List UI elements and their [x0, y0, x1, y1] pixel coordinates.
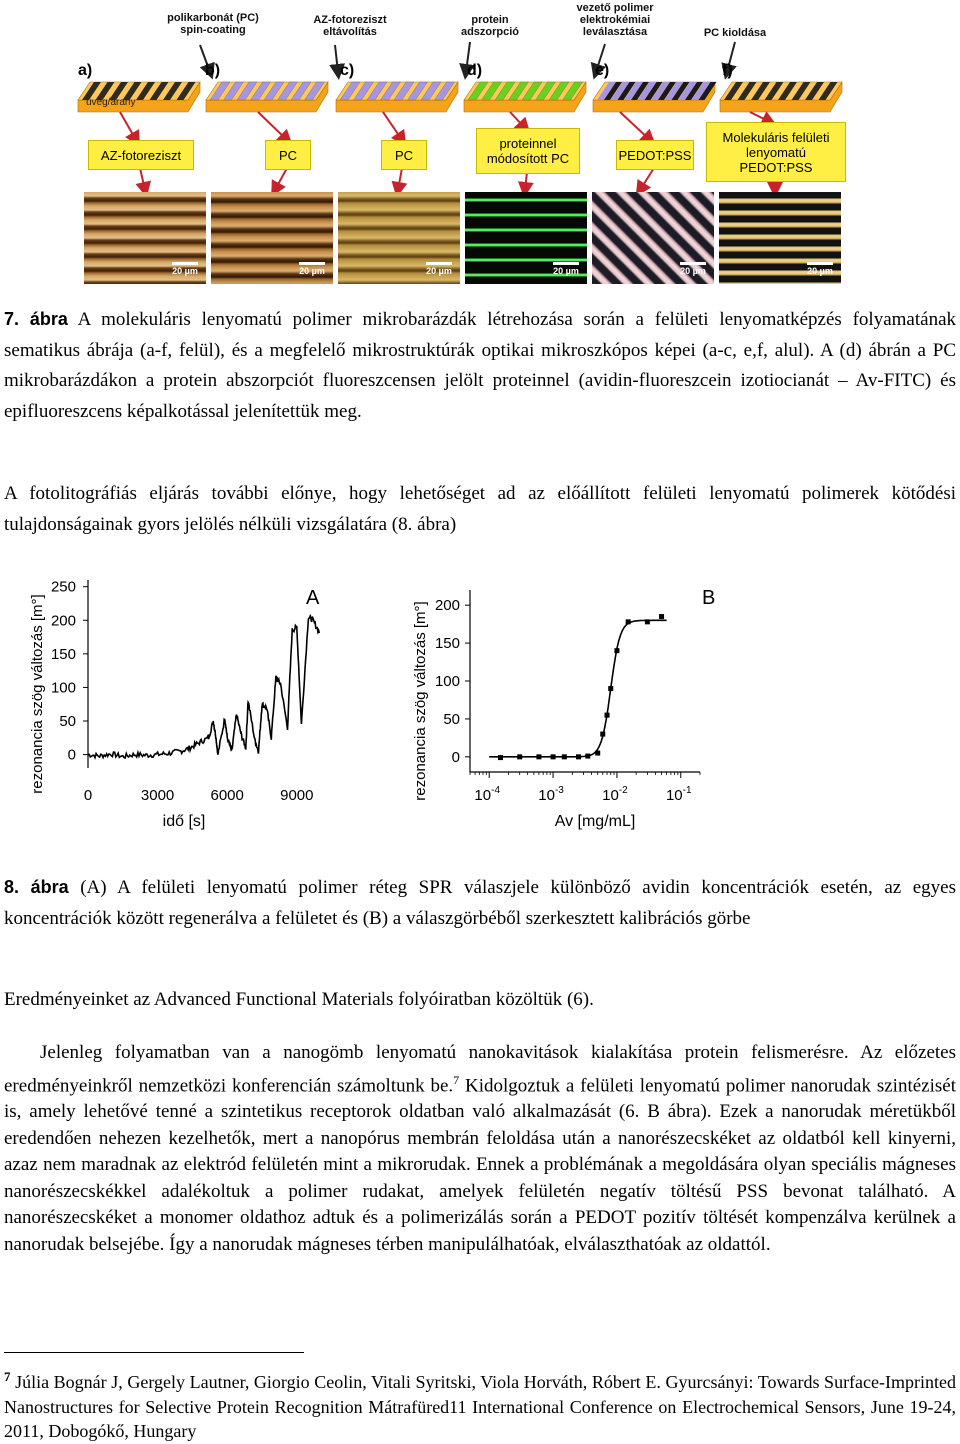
paragraph-1: A fotolitográfiás eljárás további előnye, hogy lehetőséget ad az előállított felületi lenyomatú polimerek kötődési tulajdonságainak gyors jelölés nélküli vizsgálatára (8. ábra) — [4, 483, 956, 535]
footnote-7 — [4, 1365, 956, 1444]
panel-letter-b: b) — [205, 62, 221, 79]
chart-b-data-point — [551, 754, 556, 759]
scale-label-c: 20 µm — [426, 266, 452, 276]
micrograph-d — [465, 192, 587, 284]
caption-7-label: ábra — [29, 309, 68, 329]
chart-b-xtick-label: $10^{-2}$ — [602, 785, 628, 804]
chart-b-data-point — [659, 614, 664, 619]
chart-a-ylabel: rezonancia szög változás [m°] — [29, 594, 46, 794]
panel-letter-f: f) — [722, 62, 733, 79]
micrograph-f — [719, 192, 841, 284]
chart-a-panel-label: A — [306, 587, 320, 609]
panel-letter-e: e) — [595, 62, 610, 79]
schematic-block-c — [336, 82, 458, 112]
chart-b-ytick-label: 100 — [434, 673, 460, 690]
process-arrow-2 — [335, 45, 338, 72]
red-arrow-6 — [750, 112, 770, 122]
chart-a-series-line — [88, 616, 319, 758]
substrate-label: üveg/arany — [86, 97, 136, 108]
scale-label-d: 20 µm — [553, 266, 579, 276]
chart-b-data-point — [576, 754, 581, 759]
red-arrow-7 — [140, 168, 145, 190]
chart-a-xtick-label: 0 — [83, 787, 93, 804]
figure-8-caption — [4, 872, 956, 934]
chart-a-ytick-label: 200 — [50, 612, 76, 630]
panel-letter-c: c) — [340, 62, 355, 79]
step-label-5: PC kioldása — [703, 27, 767, 39]
chart-b-data-point — [517, 754, 522, 759]
chart-a-xtick-label: 3000 — [140, 787, 175, 804]
chart-b-data-point — [605, 713, 610, 718]
paragraph-3-part2: Kidolgoztuk a felületi lenyomatú polimer nanorudak szintézisét is, amely lehetővé tenné a szintetikus receptorok oldatban való alkalmazását (6. B ábra). Ezek a nanorudak méretükből eredendően nehezen kezelhetők, mert a nanopórus membrán feloldása után a nanorészecskéket az oldatból kell kinyerni, azaz nem maradnak az elektród felületén mint a mikrorudak. Ennek a problémának a megoldására olyan speciális mágneses nanorészecskékkel adalékoltuk a polimer rudakat, amelyek felületén negatív töltésű PSS bevonat található. A nanorészecskéket a monomer oldathoz adtuk és a polimerizálás során a PEDOT pozitív töltését kompenzálva kerülnek a nanorudak belsejébe. Így a nanorudak mágneses térben manipulálhatóak, elválaszthatóak az oldattól. — [4, 1074, 956, 1255]
step-label-1: polikarbonát (PC) spin-coating — [167, 12, 259, 36]
box-pc-1: PC — [265, 140, 311, 170]
red-arrow-8 — [275, 168, 287, 190]
chart-b-data-point — [608, 686, 613, 691]
footnote-separator — [4, 1352, 304, 1353]
figure-7 — [0, 0, 960, 300]
chart-b-data-point — [595, 751, 600, 756]
chart-b-data-point — [614, 648, 619, 653]
red-arrow-2 — [258, 112, 287, 140]
schematic-block-b — [206, 82, 328, 112]
schematic-block-e — [593, 82, 717, 112]
red-arrow-5 — [620, 112, 650, 140]
paragraph-3 — [4, 1040, 956, 1258]
chart-b-data-point — [600, 732, 605, 737]
box-pedot-pss: PEDOT:PSS — [616, 140, 694, 170]
chart-b-data-point — [536, 754, 541, 759]
red-arrow-9 — [398, 168, 402, 190]
panel-letter-a: a) — [78, 62, 93, 79]
chart-b-data-point — [645, 619, 650, 624]
step-label-3: protein adszorpció — [460, 14, 520, 38]
chart-b-xlabel: Av [mg/mL] — [554, 813, 636, 830]
box-pc-2: PC — [381, 140, 427, 170]
figure-7-caption — [4, 304, 956, 427]
scale-label-e: 20 µm — [680, 266, 706, 276]
chart-a-ytick-label: 50 — [59, 713, 76, 730]
footnote-text: Júlia Bognár J, Gergely Lautner, Giorgio Ceolin, Vitali Syritski, Viola Horváth, Róbert E. Gyurcsányi: Towards Surface-Imprinted Nanostructures for Selective Protein Recognition Mátrafüred11 International Conference on Electrochemical Sensors, June 19-24, 2011, Dobogókő, Hungary — [4, 1372, 956, 1441]
chart-a-ytick-label: 100 — [50, 679, 76, 697]
chart-b-xtick-exponent: -3 — [554, 785, 564, 796]
scale-label-f: 20 µm — [807, 266, 833, 276]
red-arrow-1 — [120, 112, 136, 140]
chart-a-xtick-label: 9000 — [280, 787, 314, 804]
footnote-number: 7 — [4, 1369, 11, 1384]
chart-a-xlabel: idő [s] — [162, 813, 206, 830]
chart-b-data-point — [498, 755, 503, 760]
chart-b — [412, 587, 715, 830]
box-imprinted-pedot-pss: Molekuláris felületi lenyomatú PEDOT:PSS — [706, 122, 846, 182]
scale-label-b: 20 µm — [299, 266, 325, 276]
chart-b-data-point — [585, 754, 590, 759]
micrograph-a — [84, 192, 206, 284]
schematic-block-f — [720, 82, 842, 112]
step-label-2: AZ-fotoreziszt eltávolítás — [313, 14, 387, 38]
panel-letter-d: d) — [467, 62, 483, 79]
chart-b-xtick-exponent: -2 — [618, 785, 628, 796]
chart-b-ytick-label: 50 — [443, 710, 460, 728]
red-arrow-3 — [383, 112, 402, 140]
chart-a-ytick-label: 250 — [50, 578, 76, 596]
paragraph-3-part1: Jelenleg folyamatban van a nanogömb lenyomatú nanokavitások kialakítása protein felismerésre. Az előzetes eredményeinkről nemzetközi konferencián számoltunk be. — [4, 1042, 956, 1096]
paragraph-2: Eredményeinket az Advanced Functional Materials folyóiratban közöltük (6). — [4, 989, 594, 1010]
chart-b-xtick-label: $10^{-4}$ — [474, 785, 501, 804]
figure-8 — [0, 560, 960, 840]
chart-b-fit-curve — [489, 620, 666, 757]
chart-b-xtick-label: $10^{-1}$ — [665, 785, 692, 804]
scale-label-a: 20 µm — [172, 266, 198, 276]
chart-b-xtick-exponent: -4 — [491, 785, 501, 796]
box-az-photoresist: AZ-fotoreziszt — [88, 140, 194, 170]
chart-b-xtick-label: $10^{-3}$ — [538, 785, 564, 804]
caption-8-label: ábra — [30, 877, 69, 897]
caption-8-text: (A) A felületi lenyomatú polimer réteg SPR válaszjele különböző avidin koncentrációk esetén, az egyes koncentrációk között regenerálva a felületet és (B) a válaszgörbéből szerkesztett kalibrációs görbe — [4, 877, 957, 929]
step-label-4: vezető polimer elektrokémiai leválasztása — [576, 2, 654, 38]
caption-7-number: 7. — [4, 309, 20, 329]
red-arrow-11 — [640, 168, 654, 190]
micrograph-c — [338, 192, 460, 284]
chart-b-data-point — [626, 619, 631, 624]
footnote-ref-7[interactable]: 7 — [453, 1072, 460, 1087]
chart-a-ytick-label: 0 — [67, 746, 76, 764]
chart-b-data-point — [562, 754, 567, 759]
chart-b-xtick-exponent: -1 — [682, 785, 692, 796]
chart-b-panel-label: B — [702, 587, 716, 609]
red-arrow-10 — [525, 172, 527, 190]
chart-a — [29, 579, 320, 830]
caption-8-number: 8. — [4, 877, 20, 897]
chart-b-ylabel: rezonancia szög változás [m°] — [412, 601, 429, 801]
chart-b-ytick-label: 150 — [434, 635, 460, 653]
caption-7-text: A molekuláris lenyomatú polimer mikrobarázdák létrehozása során a felületi lenyomatképzés folyamatának sematikus ábrája (a-f, felül), és a megfelelő mikrostruktúrák optikai mikroszkópos képei (a-c, e,f, alul). A (d) ábrán a PC mikrobarázdákon a protein abszorpciót fluoreszcensen jelölt proteinnel (avidin-fluoreszcein izotiocianát – Av-FITC) és epifluoreszcens képalkotással jelenítettük meg. — [4, 309, 956, 422]
chart-a-ytick-label: 150 — [50, 645, 76, 663]
chart-a-xtick-label: 6000 — [210, 787, 244, 804]
micrograph-b — [211, 192, 333, 284]
schematic-block-d — [464, 82, 586, 112]
chart-b-ytick-label: 200 — [434, 597, 460, 615]
micrograph-e — [592, 192, 714, 284]
chart-b-ytick-label: 0 — [451, 748, 460, 766]
box-protein-modified-pc: proteinnel módosított PC — [476, 128, 580, 174]
red-arrow-4 — [510, 112, 525, 128]
